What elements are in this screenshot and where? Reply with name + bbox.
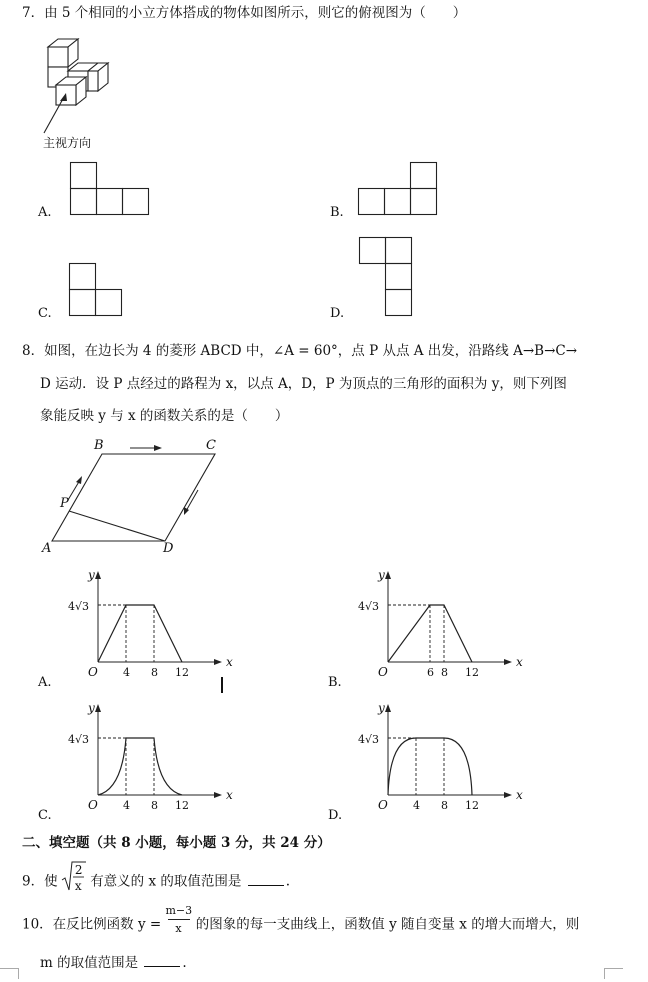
q9-answer-blank[interactable] <box>248 874 284 886</box>
q9-prefix: 9．使 <box>22 873 58 890</box>
q10-line2 <box>40 955 187 971</box>
q8-label-d: D <box>163 541 174 556</box>
y-axis-label: y <box>378 701 385 715</box>
q9-radical <box>62 860 86 894</box>
x-tick-label: 4 <box>413 799 420 812</box>
q7-option-b-label: B. <box>330 205 344 220</box>
x-axis-arrow-icon <box>504 659 512 665</box>
function-curve <box>98 738 182 795</box>
x-tick-label: 4 <box>123 799 130 812</box>
q8-label-a: A <box>42 541 52 556</box>
q10-line1 <box>22 904 580 937</box>
x-tick-label: 8 <box>441 799 448 812</box>
y-max-label: 4√3 <box>358 600 380 613</box>
x-tick-label: 12 <box>465 799 479 812</box>
q7-option-a-figure <box>70 162 152 217</box>
x-axis-label: x <box>226 655 233 669</box>
x-tick-label: 8 <box>151 799 158 812</box>
origin-label: O <box>378 798 388 812</box>
y-axis-label: y <box>378 568 385 582</box>
q8-graph-1 <box>330 565 523 695</box>
q8-label-b: B <box>94 438 104 453</box>
x-tick-label: 6 <box>427 666 434 679</box>
y-axis-label: y <box>88 568 95 582</box>
q9-radical-denominator: x <box>74 879 82 893</box>
q7-option-b-figure <box>358 162 440 217</box>
origin-label: O <box>88 798 98 812</box>
q8-graph-option-label-1: B. <box>328 675 342 690</box>
q7-option-c-figure <box>69 263 125 318</box>
function-curve <box>388 605 472 662</box>
page-corner-right <box>604 968 623 979</box>
function-curve <box>388 738 472 795</box>
x-tick-label: 4 <box>123 666 130 679</box>
q7-option-d-figure <box>359 237 415 319</box>
q8-label-c: C <box>206 438 216 453</box>
q10-fraction-bar <box>168 919 190 920</box>
y-axis-arrow-icon <box>95 704 101 712</box>
x-axis-label: x <box>226 788 233 802</box>
y-max-label: 4√3 <box>358 733 380 746</box>
text-cursor <box>221 677 223 693</box>
q7-stem: 7．由 5 个相同的小立方体搭成的物体如图所示，则它的俯视图为（ ） <box>22 5 467 21</box>
q8-graph-3 <box>330 698 523 828</box>
x-tick-label: 12 <box>175 666 189 679</box>
q9-suffix: 有意义的 x 的取值范围是 <box>90 873 242 890</box>
y-axis-label: y <box>88 701 95 715</box>
q8-graph-2 <box>40 698 233 828</box>
q8-graph-option-label-3: D. <box>328 808 343 823</box>
y-max-label: 4√3 <box>68 733 90 746</box>
q8-line3: 象能反映 y 与 x 的函数关系的是（ ） <box>40 408 289 424</box>
q8-label-p: P <box>60 496 69 511</box>
q7-cube-figure <box>40 35 120 145</box>
x-tick-label: 12 <box>175 799 189 812</box>
q10-fraction <box>166 903 192 937</box>
q10-fraction-numerator: m−3 <box>165 904 193 917</box>
origin-label: O <box>378 665 388 679</box>
q8-line1: 8．如图，在边长为 4 的菱形 ABCD 中，∠A = 60°，点 P 从点 A 出发，沿路线 A→B→C→ <box>22 343 578 359</box>
q8-graph-option-label-2: C. <box>38 808 52 823</box>
x-axis-arrow-icon <box>214 659 222 665</box>
x-axis-label: x <box>516 788 523 802</box>
q10-fraction-denominator: x <box>175 922 182 935</box>
q10-suffix: 的图象的每一支曲线上，函数值 y 随自变量 x 的增大而增大，则 <box>195 916 580 933</box>
q9-radical-numerator: 2 <box>74 863 83 877</box>
x-tick-label: 8 <box>151 666 158 679</box>
q10-end: . <box>182 955 187 971</box>
y-axis-arrow-icon <box>385 571 391 579</box>
function-curve <box>98 605 182 662</box>
origin-label: O <box>88 665 98 679</box>
y-axis-arrow-icon <box>95 571 101 579</box>
q9-line <box>22 863 290 894</box>
x-axis-arrow-icon <box>214 792 222 798</box>
page-corner-left <box>0 968 19 979</box>
y-axis-arrow-icon <box>385 704 391 712</box>
q7-option-c-label: C. <box>38 306 52 321</box>
q10-prefix: 10．在反比例函数 y = <box>22 916 162 933</box>
x-axis-arrow-icon <box>504 792 512 798</box>
section2-heading: 二、填空题（共 8 小题，每小题 3 分，共 24 分） <box>22 835 331 851</box>
q9-end: . <box>285 873 290 890</box>
q10-line2-prefix: m 的取值范围是 <box>40 955 139 971</box>
x-axis-label: x <box>516 655 523 669</box>
q8-graph-option-label-0: A. <box>38 675 52 690</box>
x-tick-label: 8 <box>441 666 448 679</box>
x-tick-label: 12 <box>465 666 479 679</box>
q8-line2: D 运动．设 P 点经过的路程为 x，以点 A，D，P 为顶点的三角形的面积为 y，则下列图 <box>40 376 567 392</box>
q7-view-direction-label: 主视方向 <box>43 136 92 150</box>
q10-answer-blank[interactable] <box>144 955 180 967</box>
y-max-label: 4√3 <box>68 600 90 613</box>
q7-option-a-label: A. <box>38 205 52 220</box>
q7-option-d-label: D. <box>330 306 345 321</box>
q8-graph-0 <box>40 565 233 695</box>
